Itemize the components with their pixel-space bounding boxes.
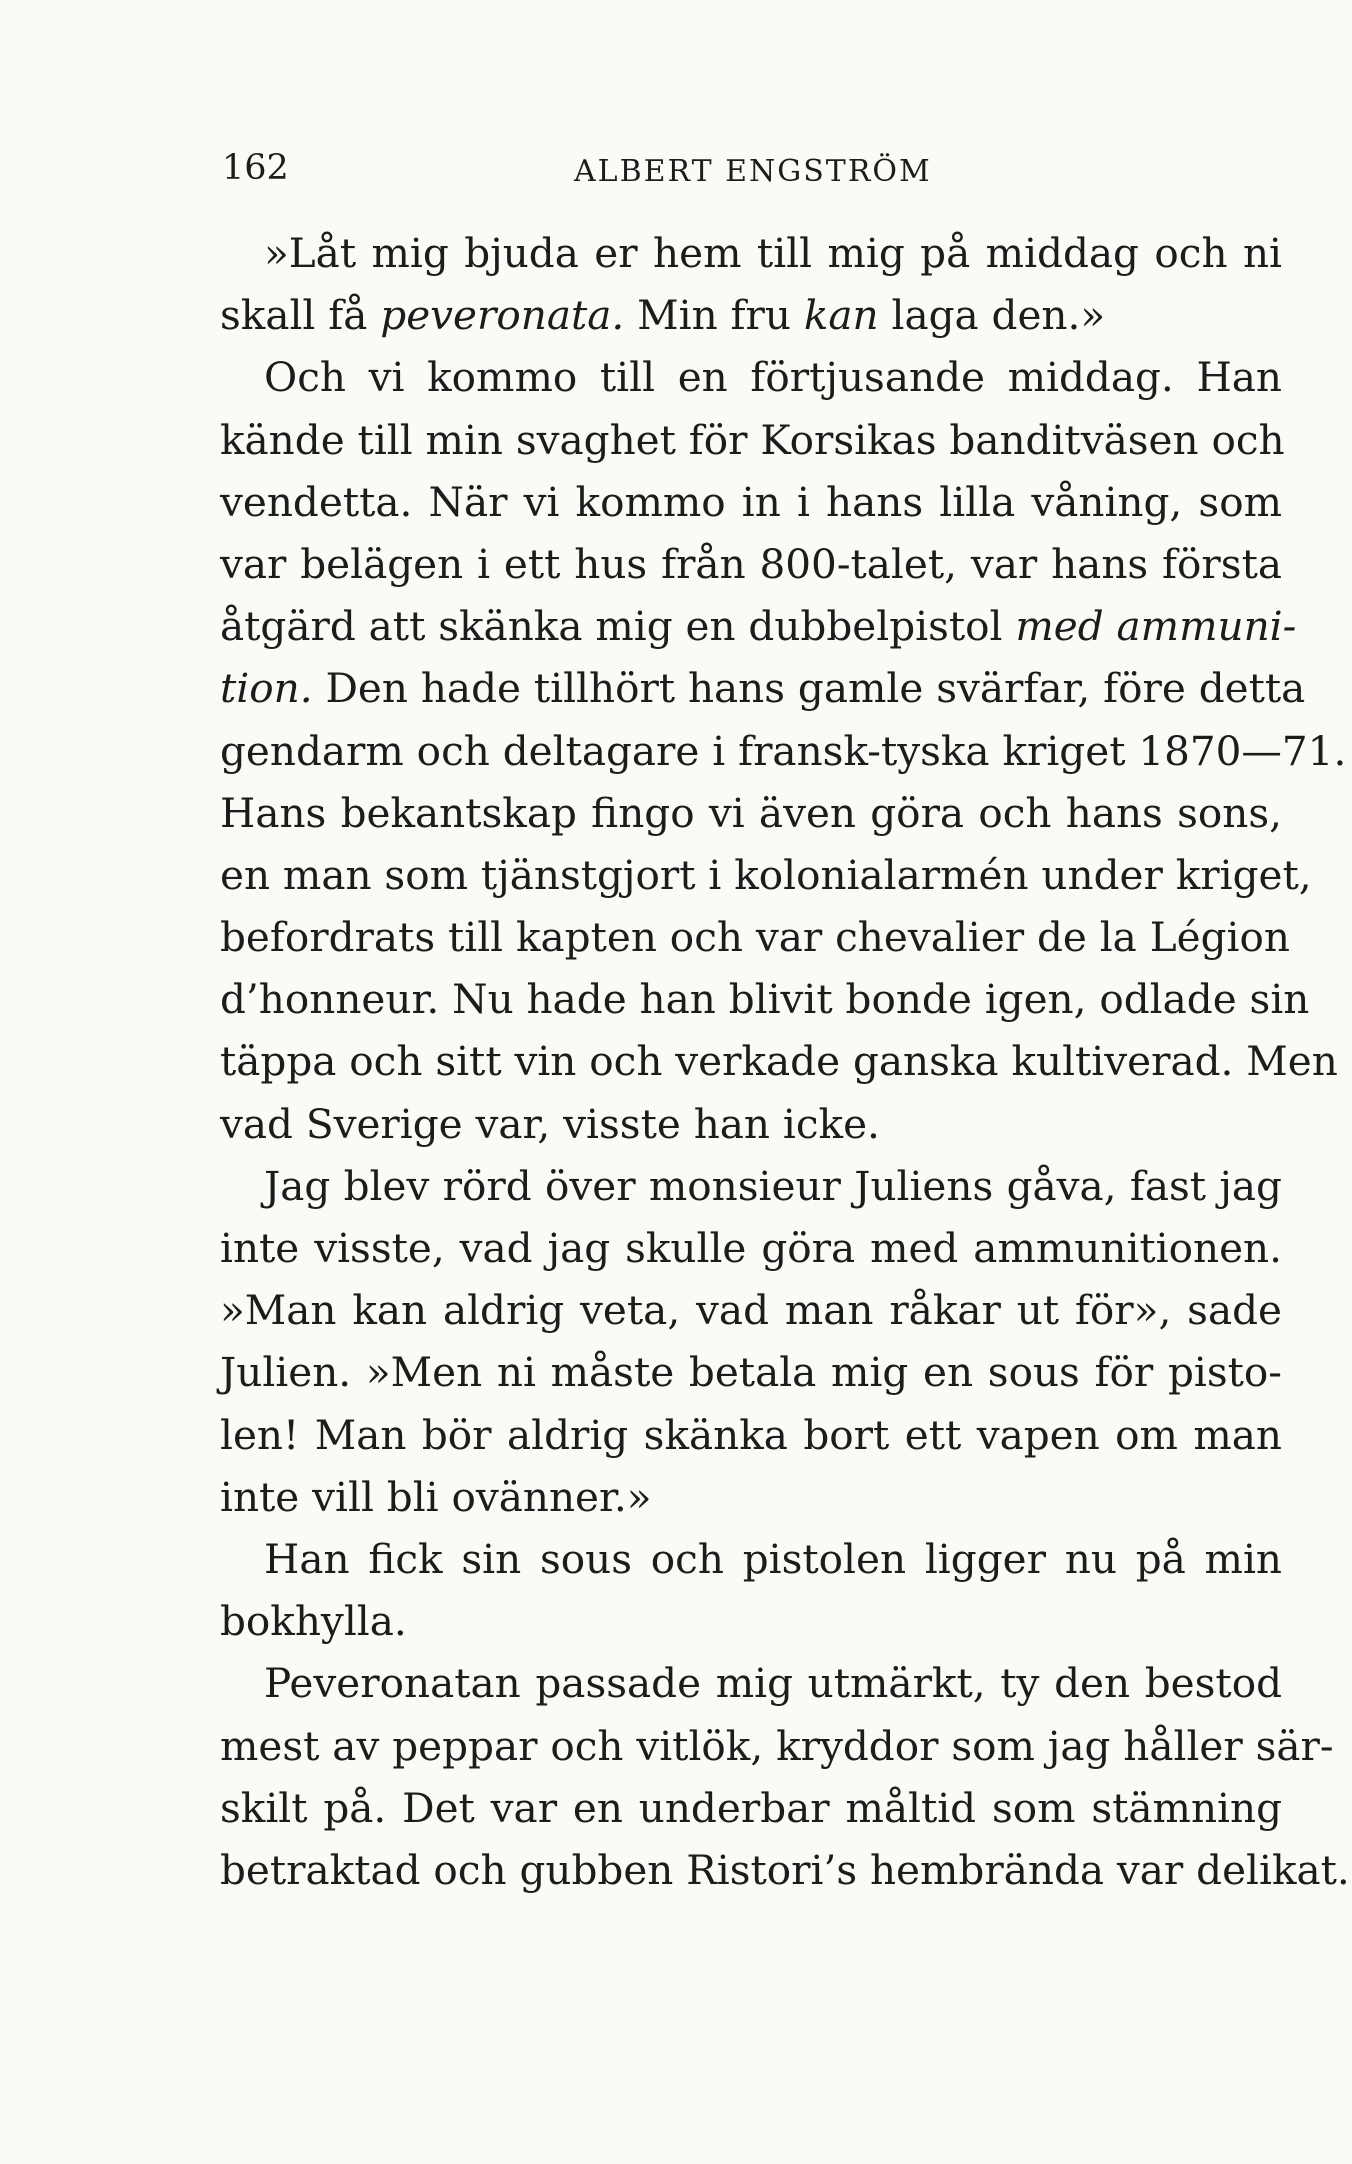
text-segment: skall få [220,291,381,340]
text-line: inte vill bli ovänner.» [220,1472,652,1521]
text-line: »Man kan aldrig veta, vad man råkar ut för», sade [220,1286,1282,1335]
text-line: var belägen i ett hus från 800-talet, var hans första [220,539,1282,588]
running-head: ALBERT ENGSTRÖM [574,154,932,189]
text-line: kände till min svaghet för Korsikas banditväsen och [220,415,1285,464]
text-line: Peveronatan passade mig utmärkt, ty den bestod [264,1659,1282,1708]
text-line: mest av peppar och vitlök, kryddor som jag håller sär- [220,1721,1334,1770]
text-line: Han fick sin sous och pistolen ligger nu på min [264,1534,1282,1583]
text-line: täppa och sitt vin och verkade ganska kultiverad. Men [220,1037,1338,1086]
page-number: 162 [222,148,289,188]
text-line: betraktad och gubben Ristori’s hembrända var delikat. [220,1845,1350,1894]
page-header [222,148,1282,198]
text-segment: Min fru [624,291,804,340]
text-line: Och vi kommo till en förtjusande middag. Han [264,353,1282,402]
text-line: befordrats till kapten och var chevalier de la Légion [220,913,1290,962]
italic-text: peveronata. [380,291,625,340]
text-line [220,657,1306,719]
text-segment: Den hade tillhört hans gamle svärfar, före detta [312,664,1306,713]
text-line [220,284,1282,346]
text-line: vad Sverige var, visste han icke. [220,1099,880,1148]
italic-text: kan [803,291,879,340]
text-line: inte visste, vad jag skulle göra med ammunitionen. [220,1224,1282,1272]
text-line: skilt på. Det var en underbar måltid som stämning [220,1783,1282,1832]
text-line: »Låt mig bjuda er hem till mig på middag och ni [264,229,1282,277]
italic-text: tion. [220,664,313,713]
text-line: Julien. »Men ni måste betala mig en sous för pisto- [220,1348,1282,1397]
text-line: Hans bekantskap fingo vi även göra och hans sons, [220,788,1282,837]
text-line: vendetta. När vi kommo in i hans lilla våning, som [220,477,1282,526]
body-text [220,222,1350,1901]
text-line: Jag blev rörd över monsieur Juliens gåva, fast jag [264,1161,1282,1210]
text-segment: laga den.» [878,291,1106,340]
text-line: d’honneur. Nu hade han blivit bonde igen, odlade sin [220,975,1310,1024]
text-line: bokhylla. [220,1597,407,1646]
text-segment: åtgärd att skänka mig en dubbelpistol [220,602,1016,651]
text-line [220,595,1297,657]
italic-text: med ammuni- [1015,602,1297,651]
text-line: en man som tjänstgjort i kolonialarmén under kriget, [220,850,1312,899]
text-line: len! Man bör aldrig skänka bort ett vapen om man [220,1410,1282,1459]
text-line: gendarm och deltagare i fransk-tyska kriget 1870—71. [220,726,1347,775]
